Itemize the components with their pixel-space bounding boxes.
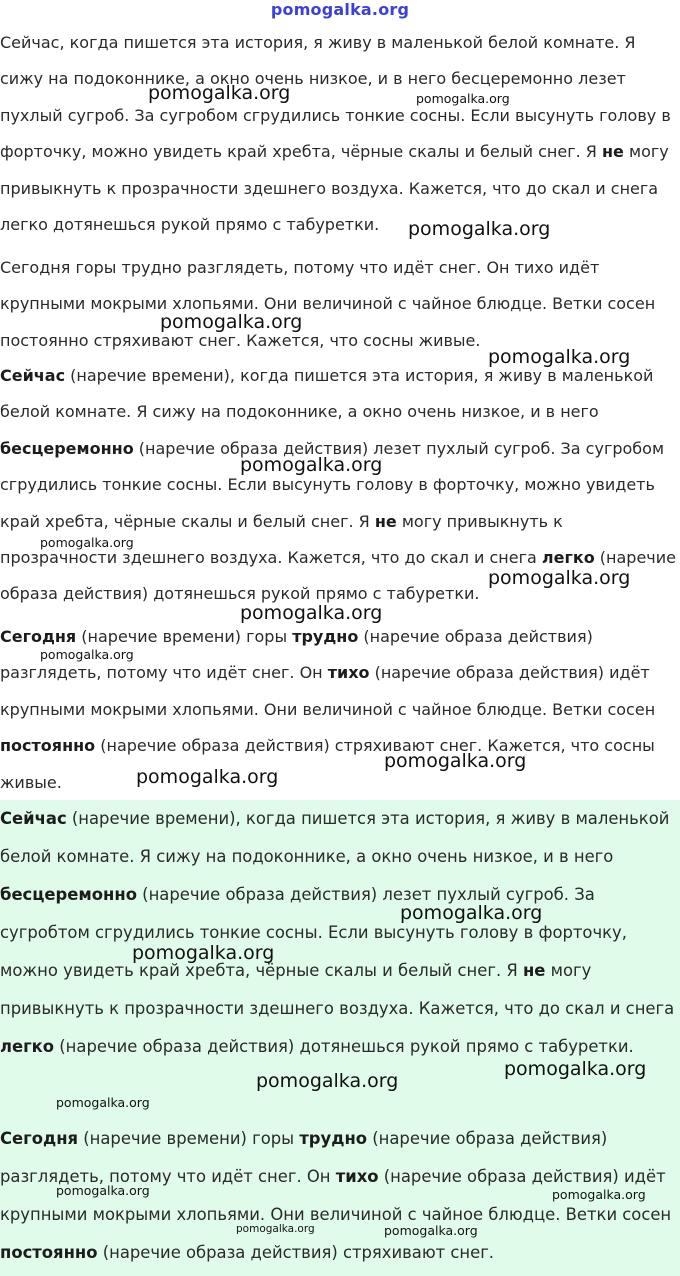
watermark: pomogalka.org [132, 942, 275, 964]
watermark: pomogalka.org [408, 218, 551, 240]
annotated-paragraph-1: Сейчас (наречие времени), когда пишется эта история, я живу в маленькой белой комнате. Я сижу на подоконнике, а окно очень низкое, и в него бесцеремонно (наречие образа действия) лезет пухлый сугроб. За сугробом сгрудились тонкие сосны. Если высунуть голову в форточку, можно увидеть край хребта, чёрные скалы и белый снег. Я не могу привыкнуть к прозрачности здешнего воздуха. Кажется, что до скал и снега легко (наречие образа действия) дотянешься рукой прямо с табуретки. [0, 366, 676, 604]
watermark: pomogalka.org [488, 346, 631, 368]
story-paragraph-2: Сегодня горы трудно разглядеть, потому что идёт снег. Он тихо идёт крупными мокрыми хлопьями. Они величиной с чайное блюдце. Ветки сосен постоянно стряхивают снег. Кажется, что сосны живые. [0, 258, 656, 350]
watermark: pomogalka.org [488, 567, 631, 589]
watermark: pomogalka.org [56, 1183, 150, 1198]
watermark: pomogalka.org [40, 647, 134, 662]
watermark: pomogalka.org [236, 1223, 315, 1235]
watermark: pomogalka.org [384, 750, 527, 772]
green-paragraph-1: Сейчас (наречие времени), когда пишется эта история, я живу в маленькой белой комнате. Я сижу на подоконнике, а окно очень низкое, и в него бесцеремонно (наречие образа действия) лезет пухлый сугроб. За сугробтом сгрудились тонкие сосны. Если высунуть голову в форточку, можно увидеть край хребта, чёрные скалы и белый снег. Я не могу привыкнуть к прозрачности здешнего воздуха. Кажется, что до скал и снега легко (наречие образа действия) дотянешься рукой прямо с табуретки. [0, 809, 675, 1056]
green-paragraph-2: Сегодня (наречие времени) горы трудно (наречие образа действия) разглядеть, потому что идёт снег. Он тихо (наречие образа действия) идёт крупными мокрыми хлопьями. Они величиной с чайное блюдце. Ветки сосен постоянно (наречие образа действия) стряхивают снег. [0, 1129, 672, 1262]
story-paragraph-1: Сейчас, когда пишется эта история, я живу в маленькой белой комнате. Я сижу на подоконнике, а окно очень низкое, и в него бесцеремонно лезет пухлый сугроб. За сугробом сгрудились тонкие сосны. Если высунуть голову в форточку, можно увидеть край хребта, чёрные скалы и белый снег. Я не могу привыкнуть к прозрачности здешнего воздуха. Кажется, что до скал и снега легко дотянешься рукой прямо с табуретки. [0, 33, 671, 235]
watermark: pomogalka.org [240, 602, 383, 624]
watermark: pomogalka.org [240, 454, 383, 476]
watermark: pomogalka.org [552, 1187, 646, 1202]
watermark: pomogalka.org [56, 1095, 150, 1110]
watermark: pomogalka.org [400, 902, 543, 924]
watermark: pomogalka.org [256, 1070, 399, 1092]
annotated-paragraph-2: Сегодня (наречие времени) горы трудно (наречие образа действия) разглядеть, потому что идёт снег. Он тихо (наречие образа действия) идёт крупными мокрыми хлопьями. Они величиной с чайное блюдце. Ветки сосен постоянно (наречие образа действия) стряхивают снег. Кажется, что сосны живые. [0, 627, 656, 792]
site-header[interactable]: pomogalka.org [270, 0, 410, 19]
watermark: pomogalka.org [160, 311, 303, 333]
watermark: pomogalka.org [504, 1058, 647, 1080]
watermark: pomogalka.org [40, 535, 134, 550]
watermark: pomogalka.org [416, 91, 510, 106]
watermark: pomogalka.org [136, 766, 279, 788]
watermark: pomogalka.org [384, 1223, 478, 1238]
watermark: pomogalka.org [148, 82, 291, 104]
